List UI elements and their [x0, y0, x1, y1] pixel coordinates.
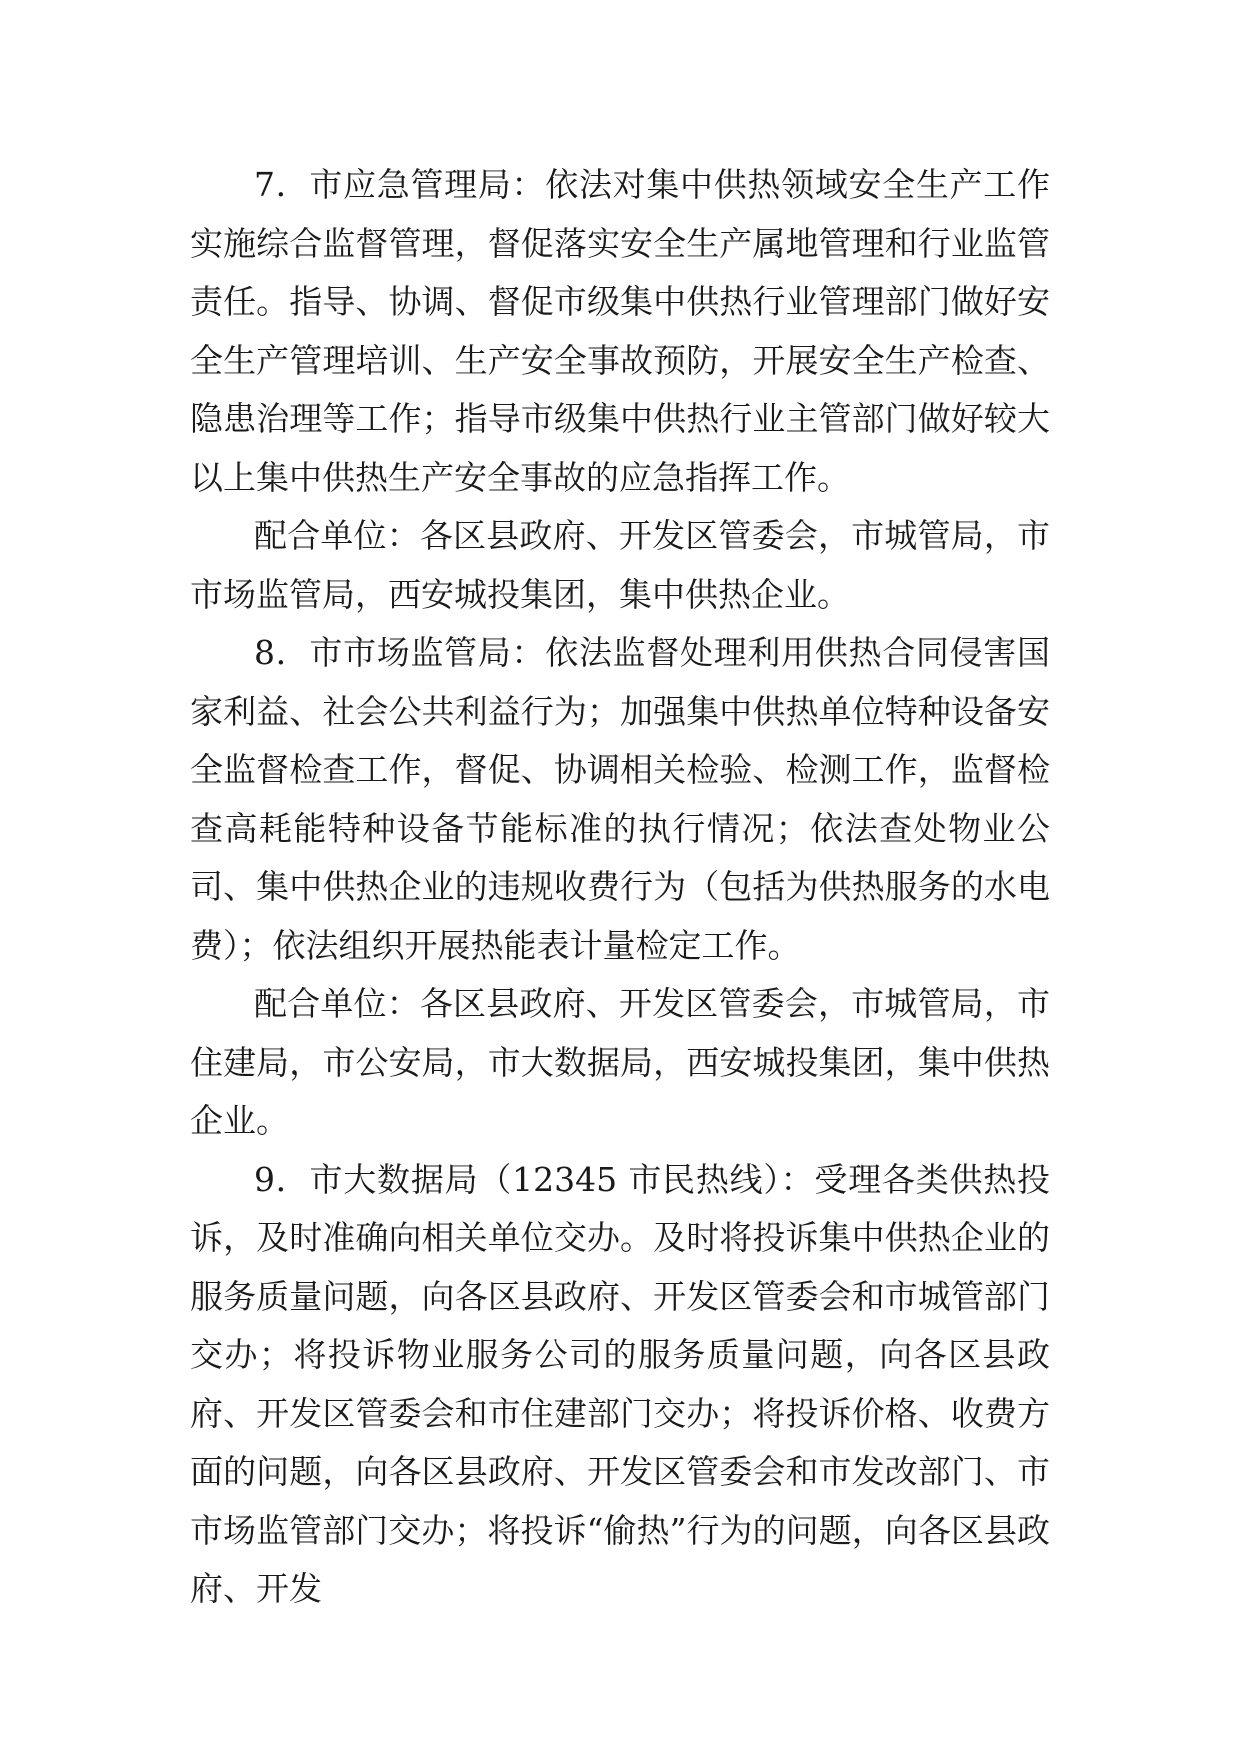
paragraph-emergency-management: 7．市应急管理局：依法对集中供热领域安全生产工作实施综合监督管理，督促落实安全生产属地管理和行业监管责任。指导、协调、督促市级集中供热行业管理部门做好安全生产管理培训、生产安全事故预防，开展安全生产检查、隐患治理等工作；指导市级集中供热行业主管部门做好较大以上集中供热生产安全事故的应急指挥工作。	[190, 165, 1050, 497]
paragraph-market-supervision: 8．市市场监管局：依法监督处理利用供热合同侵害国家利益、社会公共利益行为；加强集中供热单位特种设备安全监督检查工作，督促、协调相关检验、检测工作，监督检查高耗能特种设备节能标准的执行情况；依法查处物业公司、集中供热企业的违规收费行为（包括为供热服务的水电费）；依法组织开展热能表计量检定工作。	[190, 633, 1050, 965]
paragraph-cooperating-units-2: 配合单位：各区县政府、开发区管委会，市城管局，市住建局，市公安局，市大数据局，西安城投集团，集中供热企业。	[190, 984, 1050, 1140]
paragraph-big-data-bureau: 9．市大数据局（12345 市民热线）：受理各类供热投诉，及时准确向相关单位交办。及时将投诉集中供热企业的服务质量问题，向各区县政府、开发区管委会和市城管部门交办；将投诉物业服务公司的服务质量问题，向各区县政府、开发区管委会和市住建部门交办；将投诉价格、收费方面的问题，向各区县政府、开发区管委会和市发改部门、市市场监管部门交办；将投诉“偷热”行为的问题，向各区县政府、开发	[190, 1159, 1050, 1608]
document-body	[190, 156, 1050, 1619]
paragraph-cooperating-units-1: 配合单位：各区县政府、开发区管委会，市城管局，市市场监管局，西安城投集团，集中供热企业。	[190, 516, 1050, 614]
